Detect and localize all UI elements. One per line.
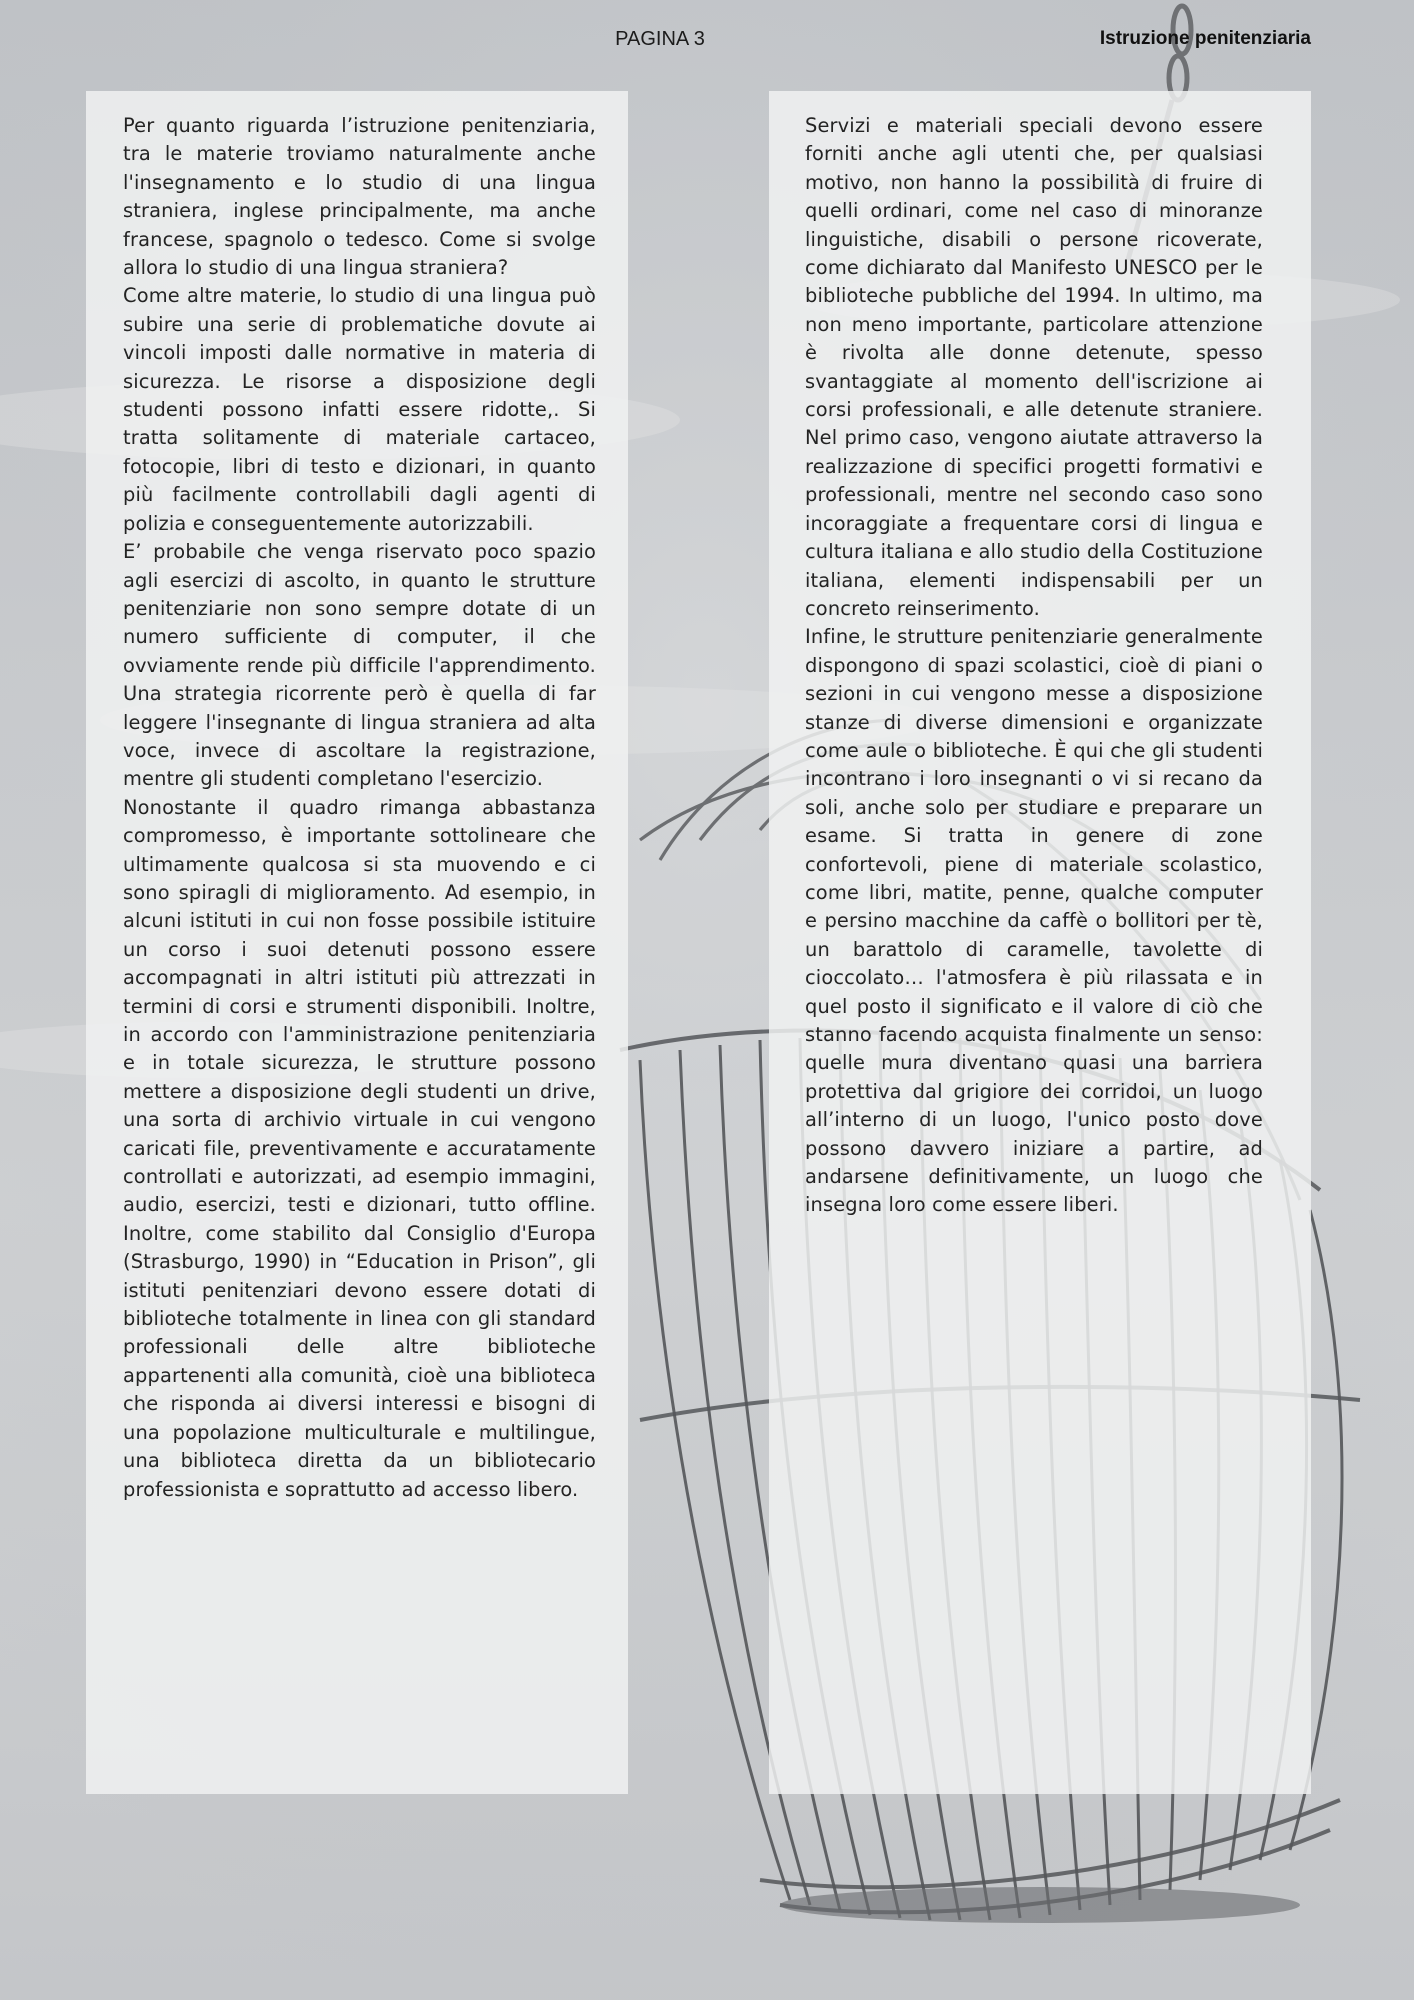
left-text-column (86, 91, 628, 1794)
right-text-column (769, 91, 1311, 1794)
paragraph: Per quanto riguarda l’istruzione penitenziaria, tra le materie troviamo naturalmente anche l'insegnamento e lo studio di una lingua straniera, inglese principalmente, ma anche francese, spagnolo o tedesco. Come si svolge allora lo studio di una lingua straniera? (123, 114, 596, 280)
paragraph: Come altre materie, lo studio di una lingua può subire una serie di problematiche dovute ai vincoli imposti dalle normative in materia di sicurezza. Le risorse a disposizione degli studenti possono infatti essere ridotte,. Si tratta solitamente di materiale cartaceo, fotocopie, libri di testo e dizionari, in quanto più facilmente controllabili dagli agenti di polizia e conseguentemente autorizzabili. (123, 284, 596, 535)
page-number: PAGINA 3 (615, 28, 705, 50)
paragraph: Nonostante il quadro rimanga abbastanza compromesso, è importante sottolineare che ultimamente qualcosa si sta muovendo e ci sono spiragli di miglioramento. Ad esempio, in alcuni istituti in cui non fosse possibile istituire un corso i suoi detenuti possono essere accompagnati in altri istituti più attrezzati in termini di corsi e strumenti disponibili. Inoltre, in accordo con l'amministrazione penitenziaria e in totale sicurezza, le strutture possono mettere a disposizione degli studenti un drive, una sorta di archivio virtuale in cui vengono caricati file, preventivamente e accuratamente controllati e autorizzati, ad esempio immagini, audio, esercizi, testi e dizionari, tutto offline. Inoltre, come stabilito dal Consiglio d'Europa (Strasburgo, 1990) in “Education in Prison”, gli istituti penitenziari devono essere dotati di biblioteche totalmente in linea con gli standard professionali delle altre biblioteche appartenenti alla comunità, cioè una biblioteca che risponda ai diversi interessi e bisogni di una popolazione multiculturale e multilingue, una biblioteca diretta da un bibliotecario professionista e soprattutto ad accesso libero. (123, 795, 596, 1501)
paragraph: Infine, le strutture penitenziarie generalmente dispongono di spazi scolastici, cioè di piani o sezioni in cui vengono messe a disposizione stanze di diverse dimensioni e organizzate come aule o biblioteche. È qui che gli studenti incontrano i loro insegnanti o vi si recano da soli, anche solo per studiare e preparare un esame. Si tratta in genere di zone confortevoli, piene di materiale scolastico, come libri, matite, penne, qualche computer e persino macchine da caffè o bollitori per tè, un barattolo di caramelle, tavolette di cioccolato… l'atmosfera è più rilassata e in quel posto il significato e il valore di ciò che stanno facendo acquista finalmente un senso: quelle mura diventano quasi una barriera protettiva dal grigiore dei corridoi, un luogo all’interno di un luogo, l'unico posto dove possono davvero iniziare a partire, ad andarsene definitivamente, un luogo che insegna loro come essere liberi. (805, 625, 1263, 1217)
running-title: Istruzione penitenziaria (1099, 28, 1311, 49)
paragraph: Servizi e materiali speciali devono essere forniti anche agli utenti che, per qualsiasi motivo, non hanno la possibilità di fruire di quelli ordinari, come nel caso di minoranze linguistiche, disabili o persone ricoverate, come dichiarato dal Manifesto UNESCO per le biblioteche pubbliche del 1994. In ultimo, ma non meno importante, particolare attenzione è rivolta alle donne detenute, spesso svantaggiate al momento dell'iscrizione ai corsi professionali, e alle detenute straniere. Nel primo caso, vengono aiutate attraverso la realizzazione di specifici progetti formativi e professionali, mentre nel secondo caso sono incoraggiate a frequentare corsi di lingua e cultura italiana e allo studio della Costituzione italiana, elementi indispensabili per un concreto reinserimento. (805, 114, 1263, 620)
paragraph: E’ probabile che venga riservato poco spazio agli esercizi di ascolto, in quanto le strutture penitenziarie non sono sempre dotate di un numero sufficiente di computer, il che ovviamente rende più difficile l'apprendimento. Una strategia ricorrente però è quella di far leggere l'insegnante di lingua straniera ad alta voce, invece di ascoltare la registrazione, mentre gli studenti completano l'esercizio. (123, 540, 596, 791)
